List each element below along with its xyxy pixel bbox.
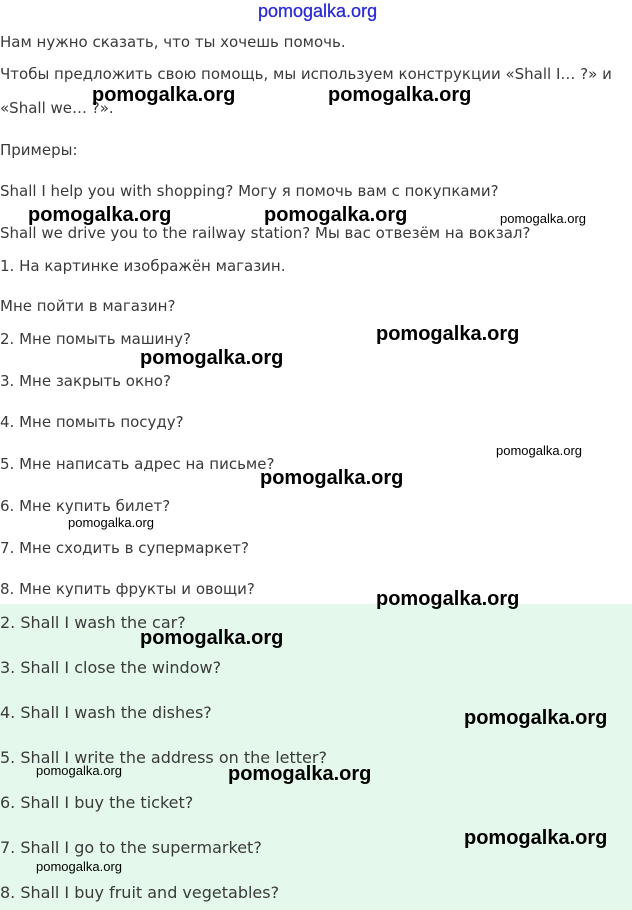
watermark: pomogalka.org <box>464 707 608 729</box>
answer-line: 3. Shall I close the window? <box>0 658 222 677</box>
task-line: 2. Мне помыть машину? <box>0 330 191 348</box>
watermark: pomogalka.org <box>28 204 172 226</box>
intro-line: «Shall we… ?». <box>0 99 114 117</box>
watermark: pomogalka.org <box>260 467 404 489</box>
task-line: 4. Мне помыть посуду? <box>0 413 184 431</box>
watermark: pomogalka.org <box>36 763 122 778</box>
watermark-top: pomogalka.org <box>258 1 378 21</box>
intro-line: Примеры: <box>0 141 78 159</box>
task-line: Мне пойти в магазин? <box>0 297 176 315</box>
task-line: 7. Мне сходить в супермаркет? <box>0 539 249 557</box>
answer-line: 6. Shall I buy the ticket? <box>0 793 194 812</box>
task-line: 8. Мне купить фрукты и овощи? <box>0 580 255 598</box>
answer-line: 4. Shall I wash the dishes? <box>0 703 212 722</box>
task-line: 1. На картинке изображён магазин. <box>0 257 286 275</box>
watermark: pomogalka.org <box>496 443 582 458</box>
intro-line: Чтобы предложить свою помощь, мы используем конструкции «Shall I… ?» и <box>0 65 612 83</box>
answer-line: 2. Shall I wash the car? <box>0 613 186 632</box>
example-line: Shall we drive you to the railway station? Мы вас отвезём на вокзал? <box>0 224 531 242</box>
watermark: pomogalka.org <box>68 515 154 530</box>
answer-line: 5. Shall I write the address on the letter? <box>0 748 327 767</box>
watermark: pomogalka.org <box>36 859 122 874</box>
example-line: Shall I help you with shopping? Могу я помочь вам с покупками? <box>0 182 499 200</box>
watermark: pomogalka.org <box>140 627 284 649</box>
watermark: pomogalka.org <box>376 588 520 610</box>
intro-line: Нам нужно сказать, что ты хочешь помочь. <box>0 33 346 51</box>
task-line: 6. Мне купить билет? <box>0 497 171 515</box>
watermark: pomogalka.org <box>264 204 408 226</box>
answer-line: 8. Shall I buy fruit and vegetables? <box>0 883 280 902</box>
watermark: pomogalka.org <box>464 827 608 849</box>
watermark: pomogalka.org <box>140 347 284 369</box>
task-line: 3. Мне закрыть окно? <box>0 372 171 390</box>
watermark: pomogalka.org <box>228 763 372 785</box>
watermark: pomogalka.org <box>376 323 520 345</box>
watermark: pomogalka.org <box>328 84 472 106</box>
answer-line: 7. Shall I go to the supermarket? <box>0 838 262 857</box>
task-line: 5. Мне написать адрес на письме? <box>0 455 275 473</box>
watermark: pomogalka.org <box>92 84 236 106</box>
watermark: pomogalka.org <box>500 211 586 226</box>
